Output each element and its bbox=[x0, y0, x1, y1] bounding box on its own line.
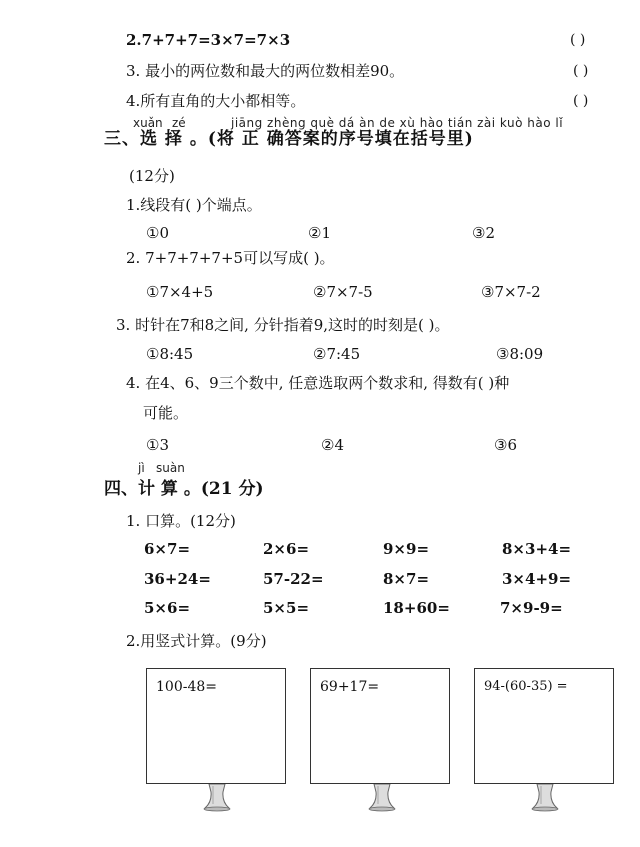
choice-q2-option-3[interactable]: ③7×7-2 bbox=[481, 283, 541, 301]
board-post-icon bbox=[527, 784, 563, 812]
vertical-problem-2: 69+17= bbox=[320, 679, 380, 695]
board-post-icon bbox=[364, 784, 400, 812]
choice-q4-option-1[interactable]: ①3 bbox=[146, 436, 169, 454]
choice-q1-option-1[interactable]: ①0 bbox=[146, 224, 169, 242]
answer-board-1[interactable] bbox=[146, 668, 286, 784]
choice-q1-stem: 1.线段有( )个端点。 bbox=[126, 196, 262, 214]
choice-q2-stem: 2. 7+7+7+7+5可以写成( )。 bbox=[126, 249, 335, 267]
judge-item-4: 4.所有直角的大小都相等。 bbox=[126, 92, 306, 110]
section3-score: (12分) bbox=[129, 167, 175, 185]
vertical-problem-1: 100-48= bbox=[156, 679, 217, 695]
oral-problem: 6×7= bbox=[144, 540, 191, 558]
choice-q4-option-3[interactable]: ③6 bbox=[494, 436, 517, 454]
pinyin-suan: suàn bbox=[156, 461, 185, 475]
oral-problem: 57-22= bbox=[263, 570, 324, 588]
pinyin-xuan: xuǎn bbox=[133, 116, 163, 130]
vertical-calc-title: 2.用竖式计算。(9分) bbox=[126, 632, 267, 650]
pinyin-instruction: jiāng zhèng què dá àn de xù hào tián zài kuò hào lǐ bbox=[231, 116, 564, 130]
choice-q4-stem: 4. 在4、6、9三个数中, 任意选取两个数求和, 得数有( )种 bbox=[126, 374, 510, 392]
oral-problem: 3×4+9= bbox=[502, 570, 572, 588]
answer-board-3[interactable] bbox=[474, 668, 614, 784]
choice-q2-option-2[interactable]: ②7×7-5 bbox=[313, 283, 373, 301]
pinyin-ze: zé bbox=[172, 116, 186, 130]
judge-item-2: 2.7+7+7=3×7=7×3 bbox=[126, 31, 291, 49]
oral-problem: 8×3+4= bbox=[502, 540, 572, 558]
pinyin-ji: jì bbox=[138, 461, 145, 475]
oral-problem: 2×6= bbox=[263, 540, 310, 558]
judge-item-3: 3. 最小的两位数和最大的两位数相差90。 bbox=[126, 62, 405, 80]
board-post-icon bbox=[199, 784, 235, 812]
section4-title: 四、计 算 。(21 分) bbox=[104, 479, 264, 499]
oral-problem: 7×9-9= bbox=[500, 599, 563, 617]
answer-board-2[interactable] bbox=[310, 668, 450, 784]
choice-q3-option-2[interactable]: ②7:45 bbox=[313, 345, 361, 363]
oral-problem: 5×5= bbox=[263, 599, 310, 617]
section3-title: 三、选 择 。(将 正 确答案的序号填在括号里) bbox=[104, 129, 474, 149]
vertical-problem-3: 94-(60-35) = bbox=[484, 679, 568, 694]
judge-answer-paren-3[interactable]: ( ) bbox=[573, 63, 589, 79]
judge-answer-paren-2[interactable]: ( ) bbox=[570, 32, 586, 48]
oral-problem: 8×7= bbox=[383, 570, 430, 588]
oral-problem: 18+60= bbox=[383, 599, 450, 617]
oral-calc-title: 1. 口算。(12分) bbox=[126, 512, 236, 530]
choice-q2-option-1[interactable]: ①7×4+5 bbox=[146, 283, 214, 301]
oral-problem: 36+24= bbox=[144, 570, 211, 588]
judge-answer-paren-4[interactable]: ( ) bbox=[573, 93, 589, 109]
choice-q1-option-3[interactable]: ③2 bbox=[472, 224, 495, 242]
choice-q3-option-3[interactable]: ③8:09 bbox=[496, 345, 544, 363]
choice-q1-option-2[interactable]: ②1 bbox=[308, 224, 331, 242]
oral-problem: 9×9= bbox=[383, 540, 430, 558]
choice-q3-option-1[interactable]: ①8:45 bbox=[146, 345, 194, 363]
choice-q4-stem-continued: 可能。 bbox=[143, 404, 189, 422]
choice-q4-option-2[interactable]: ②4 bbox=[321, 436, 344, 454]
choice-q3-stem: 3. 时针在7和8之间, 分针指着9,这时的时刻是( )。 bbox=[116, 316, 450, 334]
oral-problem: 5×6= bbox=[144, 599, 191, 617]
